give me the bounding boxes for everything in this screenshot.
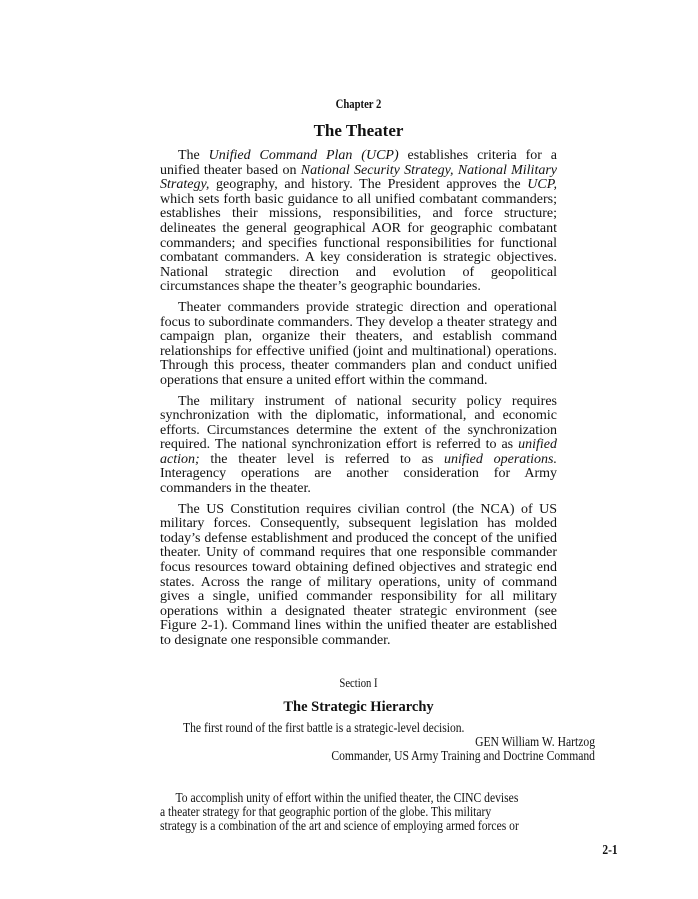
epigraph-author-title: Commander, US Army Training and Doctrine Command bbox=[331, 747, 595, 763]
paragraph-military-instrument: The military instrument of national security policy requires synchronization with the diplomatic, informational, and economic efforts. Circumstances determine the extent of the synchronization required. The national synchronization effort is referred to as unified action; the theater level is referred to as unified operations. Interagency operations are another consideration for Army commanders in the theater. bbox=[160, 393, 557, 497]
paragraph-ucp: The Unified Command Plan (UCP) establishes criteria for a unified theater based on National Security Strategy, National Military Strategy, geography, and history. The President approves the UCP, which sets forth basic guidance to all unified combatant commanders; establishes their missions, responsibilities, and force structure; delineates the general geographical AOR for geographic combatant commanders; and specifies functional responsibilities for functional combatant commanders. A key consideration is strategic objectives. National strategic direction and evolution of geopolitical circumstances shape the theater’s geographic boundaries. bbox=[160, 148, 558, 295]
chapter-title: The Theater bbox=[313, 121, 404, 140]
paragraph-constitution: The US Constitution requires civilian control (the NCA) of US military forces. Consequently, subsequent legislation has molded today’s defense establishment and produced the concept of the unified theater. Unity of command requires that one responsible commander focus resources toward obtaining defined objectives and strategic end states. Across the range of military operations, unity of command gives a single, unified commander responsibility for all military operations within a designated theater strategic environment (see Figure 2-1). Command lines within the unified theater are established to designate one responsible commander. bbox=[160, 501, 557, 648]
closing-paragraph bbox=[160, 791, 557, 833]
closing-line: a theater strategy for that geographic portion of the globe. This military bbox=[160, 803, 492, 819]
section-label: Section I bbox=[339, 674, 378, 690]
closing-line: To accomplish unity of effort within the unified theater, the CINC devises bbox=[175, 789, 519, 805]
epigraph bbox=[160, 719, 595, 763]
page-content bbox=[160, 96, 595, 833]
section-title: The Strategic Hierarchy bbox=[283, 698, 434, 715]
epigraph-quote: The first round of the first battle is a strategic-level decision. bbox=[183, 719, 465, 735]
page-number: 2-1 bbox=[602, 843, 618, 858]
chapter-label: Chapter 2 bbox=[335, 96, 382, 111]
epigraph-author: GEN William W. Hartzog bbox=[475, 733, 595, 749]
closing-line: strategy is a combination of the art and science of employing armed forces or bbox=[160, 817, 519, 833]
paragraph-theater-commanders: Theater commanders provide strategic direction and operational focus to subordinate commanders. They develop a theater strategy and campaign plan, organize their theaters, and establish command relationships for effective unified (joint and multinational) operations. Through this process, theater commanders plan and conduct unified operations that ensure a united effort within the command. bbox=[160, 299, 557, 388]
